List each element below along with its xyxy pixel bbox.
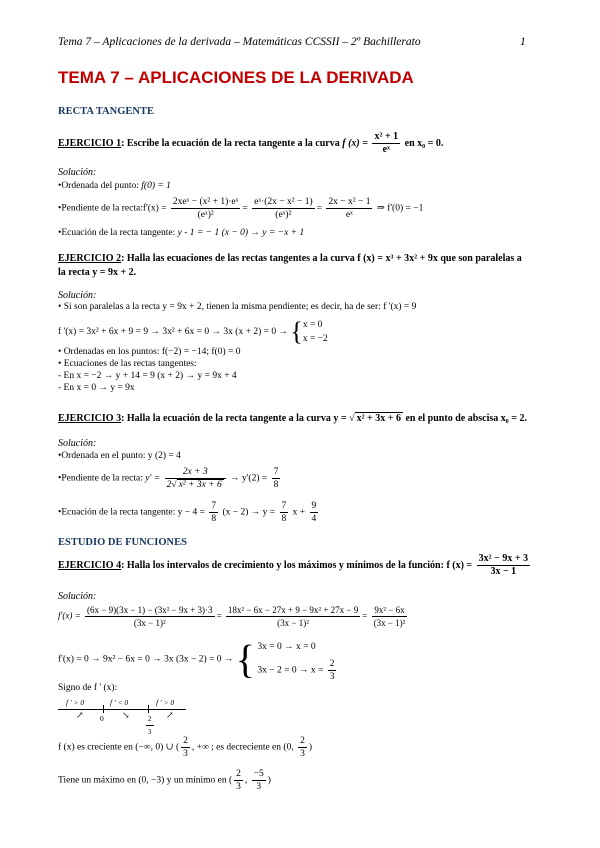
sign-chart-tick-2-3 [148, 705, 149, 713]
section-heading-estudio-funciones: ESTUDIO DE FUNCIONES [58, 537, 187, 548]
sign-label-1: f ' > 0 [66, 698, 85, 707]
sign-tick-label-0: 0 [100, 714, 104, 723]
sign-chart-tick-0 [103, 705, 104, 713]
exercise-2-label: EJERCICIO 2 [58, 253, 122, 264]
solution-label: Solución: [58, 591, 97, 602]
ex4-signo-label: Signo de f ' (x): [58, 683, 118, 693]
section-heading-recta-tangente: RECTA TANGENTE [58, 106, 154, 117]
ex4-crecimiento: f (x) es creciente en (−∞, 0) ∪ ( $\frac{2}{3}$ , +∞ ; es decreciente en (0, $\frac{2}{3}$ ) [58, 736, 312, 759]
sign-chart [58, 698, 188, 734]
arrow-down-icon: ↘ [122, 710, 130, 720]
sign-tick-label-2-3: $\frac{2}{3}$ [148, 715, 152, 736]
exercise-4-label: EJERCICIO 4 [58, 559, 122, 571]
page-number: 1 [520, 36, 526, 48]
ex2-line-derivative: f '(x) = 3x² + 6x + 9 = 9 → 3x² + 6x = 0 → 3x (x + 2) = 0 → {x = 0 x = −2 [58, 317, 328, 346]
page-title: TEMA 7 – APLICACIONES DE LA DERIVADA [58, 68, 414, 87]
sign-label-2: f ' < 0 [110, 698, 129, 707]
ex3-line-ecuacion: •Ecuación de la recta tangente: y − 4 = $\frac{7}{8}$ (x − 2) → y = $\frac{7}{8}$ x + $\frac{9}{4}$ [58, 501, 317, 524]
ex2-line-1: • Si son paralelas a la recta y = 9x + 2, tienen la misma pendiente; es decir, ha de ser: f '(x) = 9 [58, 302, 417, 312]
arrow-up-icon: ↗ [166, 710, 174, 720]
ex1-line-ecuacion: •Ecuación de la recta tangente: y - 1 = − 1 (x − 0) → y = −x + 1 [58, 228, 305, 238]
ex3-line-ordenada: •Ordenada en el punto: y (2) = 4 [58, 451, 181, 461]
ex4-extremos: Tiene un máximo en (0, −3) y un mínimo en ( $\frac{2}{3}$ , $\frac{-5}{3}$ ) [58, 769, 271, 792]
ex1-line-ordenada: •Ordenada del punto: f(0) = 1 [58, 181, 171, 191]
ex2-line-case-2: - En x = 0 → y = 9x [58, 383, 135, 393]
solution-label: Solución: [58, 290, 97, 301]
exercise-3-statement: EJERCICIO 3: Halla la ecuación de la recta tangente a la curva y = √ x² + 3x + 6 en el punto de abscisa x₀ = 2. [58, 413, 527, 424]
ex1-line-pendiente: •Pendiente de la recta:f'(x) = 2xeˣ − (x² + 1)·eˣ (eˣ)² = $\frac{\text{eˣ·(2x − x² − 1)}}{\text{(eˣ)²}}$ = $\frac{\text{2x − x² − 1}}{\text{eˣ}}$ ⇒ f'(0) = −1 [58, 197, 424, 220]
exercise-4-statement: EJERCICIO 4: Halla los intervalos de crecimiento y los máximos y mínimos de la función: f (x) = $\frac{\text{3x² − 9x + 3}}{3x - 1}$ [58, 553, 529, 577]
running-header: Tema 7 – Aplicaciones de la derivada – Matemáticas CCSSII – 2º Bachillerato [58, 36, 421, 48]
exercise-1-function-fraction: $\frac{\text{x² + 1}}{\text{eˣ}}$ [374, 131, 399, 155]
exercise-1-statement: EJERCICIO 1: Escribe la ecuación de la recta tangente a la curva f (x) = $\frac{\text{x² + 1}}{\text{eˣ}}$ en x₀ = 0. [58, 131, 444, 155]
sign-label-3: f ' > 0 [156, 698, 175, 707]
exercise-2-statement: EJERCICIO 2: Halla las ecuaciones de las rectas tangentes a la curva f (x) = x³ + 3x² + 9x que son paralelas a [58, 253, 522, 264]
arrow-up-icon: ↗ [76, 710, 84, 720]
ex3-line-pendiente: •Pendiente de la recta: y' = $\frac{2x + 3}{\text{2√ x² + 3x + 6}}$ → y'(2) = $\frac{7}{8}$ [58, 467, 279, 490]
exercise-3-label: EJERCICIO 3 [58, 413, 122, 424]
solution-label: Solución: [58, 167, 97, 178]
ex2-line-ecuaciones: • Ecuaciones de las rectas tangentes: [58, 359, 197, 369]
ex2-line-ordenadas: • Ordenadas en los puntos: f(−2) = −14; f(0) = 0 [58, 347, 241, 357]
ex4-zeros: f'(x) = 0 → 9x² − 6x = 0 → 3x (3x − 2) = 0 → { 3x = 0 → x = 0 3x − 2 = 0 → x = $\frac{2}{3}$ [58, 636, 335, 682]
exercise-1-label: EJERCICIO 1 [58, 137, 122, 149]
exercise-2-statement-cont: la recta y = 9x + 2. [58, 267, 137, 278]
ex2-line-case-1: - En x = −2 → y + 14 = 9 (x + 2) → y = 9x + 4 [58, 371, 237, 381]
ex4-derivative: f'(x) = $\frac{\text{(6x − 9)(3x − 1) − (3x² − 9x + 3)·3}}{\text{(3x − 1)²}}$ = $\frac{\text{18x² − 6x − 27x + 9 − 9x² + 27x − 9}}{\text{(3x − 1)²}}$ = $\frac{\text{9x² − 6x}}{\text{(3x − 1)²}}$ [58, 605, 406, 628]
solution-label: Solución: [58, 438, 97, 449]
